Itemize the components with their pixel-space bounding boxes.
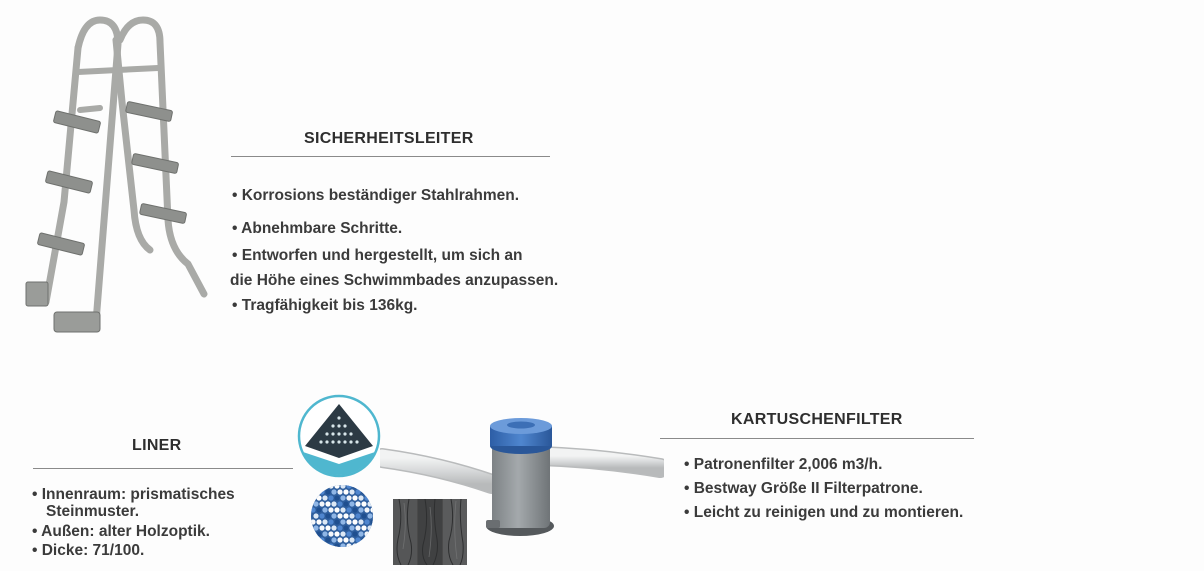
filter-bullet-2: • Bestway Größe II Filterpatrone. bbox=[684, 480, 923, 497]
liner-bullet-2: • Außen: alter Holzoptik. bbox=[32, 523, 210, 540]
filter-bullet-list bbox=[684, 455, 963, 522]
ladder-bullet-4: • Tragfähigkeit bis 136kg. bbox=[232, 297, 418, 314]
liner-bullet-3: • Dicke: 71/100. bbox=[32, 542, 145, 559]
liner-bullet-list bbox=[32, 486, 235, 560]
filter-divider bbox=[660, 438, 974, 439]
ladder-divider bbox=[231, 156, 550, 157]
liner-divider bbox=[33, 468, 293, 469]
ladder-bullet-2: • Abnehmbare Schritte. bbox=[232, 220, 403, 237]
liner-bullet-1: • Innenraum: prismatisches bbox=[32, 486, 235, 503]
ladder-bullet-1: • Korrosions beständiger Stahlrahmen. bbox=[232, 187, 520, 204]
filter-bullet-3: • Leicht zu reinigen und zu montieren. bbox=[684, 504, 964, 521]
filter-heading: KARTUSCHENFILTER bbox=[731, 411, 903, 428]
ladder-image bbox=[18, 12, 218, 347]
filter-bullet-1: • Patronenfilter 2,006 m3/h. bbox=[684, 456, 883, 473]
ladder-bullet-3: • Entworfen und hergestellt, um sich an bbox=[232, 247, 523, 264]
ladder-heading: SICHERHEITSLEITER bbox=[304, 130, 474, 147]
prism-pattern-icon bbox=[297, 394, 381, 478]
liner-heading: LINER bbox=[132, 437, 182, 454]
liner-bullet-1-cont: Steinmuster. bbox=[46, 503, 140, 520]
ladder-bullet-list bbox=[232, 186, 558, 315]
ladder-bullet-3-cont: die Höhe eines Schwimmbades anzupassen. bbox=[230, 272, 559, 289]
cartridge-filter-pump-image bbox=[380, 408, 664, 540]
stone-mosaic-swatch bbox=[310, 484, 374, 548]
